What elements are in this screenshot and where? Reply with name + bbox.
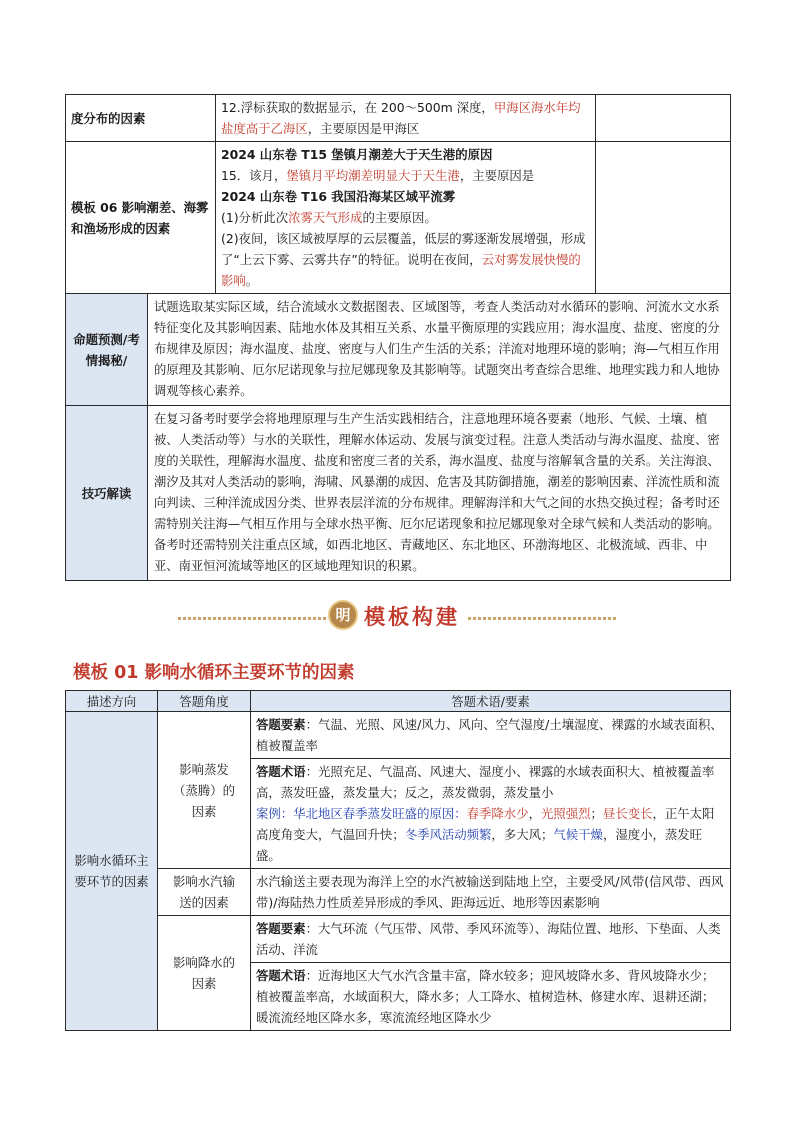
table-row (66, 142, 731, 294)
divider (178, 617, 328, 620)
medal-icon: 明 (328, 600, 358, 630)
elements-cell: 答题要素：大气环流（气压带、风带、季风环流等）、海陆位置、地形、下垫面、人类活动、洋流 (251, 916, 731, 963)
section-label: 技巧解读 (66, 406, 148, 581)
section-text: 在复习备考时要学会将地理原理与生产生活实践相结合，注意地理环境各要素（地形、气候、土壤、植被、人类活动等）与水的关联性，理解水体运动、发展与演变过程。注意人类活动与海水温度、盐度、密度的关联性，理解海水温度、盐度和密度三者的关系，海水温度、盐度与溶解氧含量的关系。关注海浪、潮汐及其对人类活动的影响，海啸、风暴潮的成因、危害及其防御措施，潮差的影响因素、洋流性质和流向判读、三种洋流成因分类、世界表层洋流的分布规律。理解海洋和大气之间的水热交换过程；备考时还需特别关注海—气相互作用与全球水热平衡、厄尔尼诺现象和拉尼娜现象对全球气候和人类活动的影响。备考时还需特别关注重点区域，如西北地区、青藏地区、东北地区、环渤海地区、北极流域、西非、中亚、南亚恒河流域等地区的区域地理知识的积累。 (148, 406, 731, 581)
column-header: 答题角度 (158, 691, 251, 712)
table-row (66, 916, 731, 963)
table-row (66, 294, 731, 406)
row-label: 模板 06 影响潮差、海雾和渔场形成的因素 (66, 142, 216, 294)
divider (468, 617, 618, 620)
terms-cell: 答题术语：光照充足、气温高、风速大、湿度小、裸露的水域表面积大、植被覆盖率高，蒸发旺盛，蒸发量大；反之，蒸发微弱，蒸发量小 案例：华北地区春季蒸发旺盛的原因：春季降水少，光照强烈；昼长变长，正午太阳高度角变大，气温回升快；冬季风活动频繁，多大风；气候干燥，湿度小，蒸发旺盛。 (251, 759, 731, 869)
terms-cell: 水汽输送主要表现为海洋上空的水汽被输送到陆地上空，主要受风/风带(信风带、西风带)/海陆热力性质差异形成的季风、距海远近、地形等因素影响 (251, 869, 731, 916)
table-row (66, 406, 731, 581)
section-banner (178, 600, 618, 630)
row-content: 2024 山东卷 T15 堡镇月潮差大于天生港的原因 15．该月，堡镇月平均潮差明显大于天生港，主要原因是 2024 山东卷 T16 我国沿海某区域平流雾 (1)分析此次浓雾天气形成的主要原因。 (2)夜间，该区域被厚厚的云层覆盖，低层的雾逐渐发展增强，形成了“上云下雾、云雾共存”的特征。说明在夜间，云对雾发展快慢的影响。 (216, 142, 596, 294)
table-row (66, 95, 731, 142)
table-row (66, 712, 731, 759)
elements-cell: 答题要素：气温、光照、风速/风力、风向、空气湿度/土壤湿度、裸露的水域表面积、植被覆盖率 (251, 712, 731, 759)
column-header: 描述方向 (66, 691, 158, 712)
section-label: 命题预测/考情揭秘/ (66, 294, 148, 406)
table-row (66, 869, 731, 916)
row-label: 度分布的因素 (66, 95, 216, 142)
table-header-row (66, 691, 731, 712)
section-text: 试题选取某实际区域，结合流域水文数据图表、区域图等，考查人类活动对水循环的影响、河流水文水系特征变化及其影响因素、陆地水体及其相互关系、水量平衡原理的实践应用；海水温度、盐度、密度的分布规律及原因；海水温度、盐度、密度与人们生产生活的关系；洋流对地理环境的影响；海—气相互作用的原理及其影响、厄尔尼诺现象与拉尼娜现象及其影响等。试题突出考查综合思维、地理实践力和人地协调观等核心素养。 (148, 294, 731, 406)
terms-cell: 答题术语：近海地区大气水汽含量丰富，降水较多；迎风坡降水多、背风坡降水少；植被覆盖率高，水域面积大，降水多；人工降水、植树造林、修建水库、退耕还湖；暖流流经地区降水多，寒流流经地区降水少 (251, 963, 731, 1031)
blank-cell (596, 95, 731, 142)
blank-cell (596, 142, 731, 294)
row-content: 12.浮标获取的数据显示，在 200～500m 深度，甲海区海水年均盐度高于乙海区，主要原因是甲海区 (216, 95, 596, 142)
angle-cell: 影响蒸发（蒸腾）的因素 (158, 712, 251, 869)
banner-title: 模板构建 (364, 604, 460, 629)
direction-cell: 影响水循环主要环节的因素 (66, 712, 158, 1031)
template-heading: 模板 01 影响水循环主要环节的因素 (73, 663, 355, 683)
column-header: 答题术语/要素 (251, 691, 731, 712)
template-table (65, 690, 731, 1031)
exam-analysis-table (65, 94, 731, 581)
angle-cell: 影响降水的因素 (158, 916, 251, 1031)
angle-cell: 影响水汽输送的因素 (158, 869, 251, 916)
